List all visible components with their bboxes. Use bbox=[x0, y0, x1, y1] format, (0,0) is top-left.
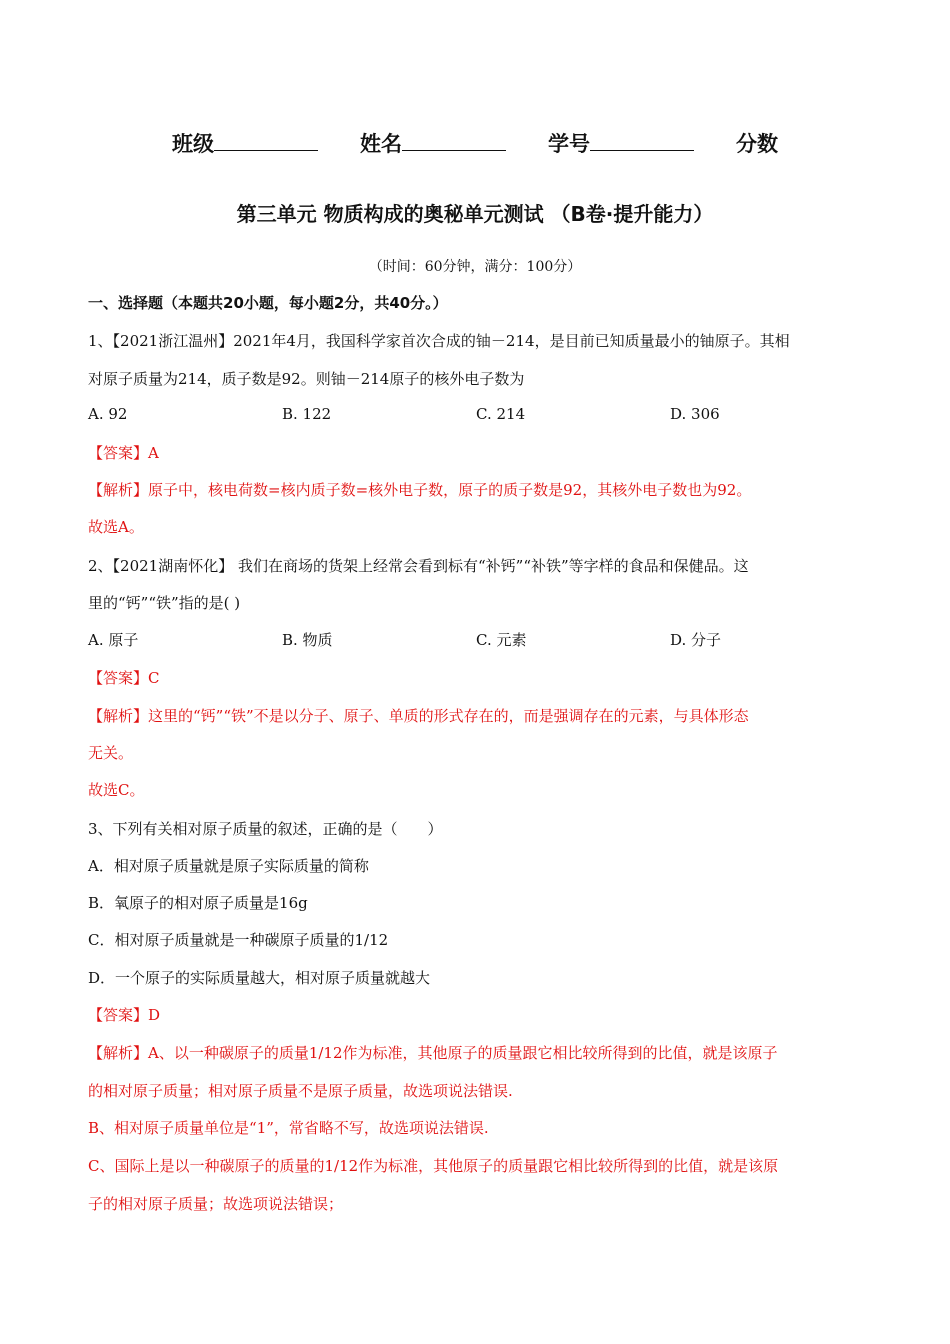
q2-option-a: A. 原子 bbox=[88, 631, 139, 649]
q3-option-c: C．相对原子质量就是一种碳原子质量的1/12 bbox=[88, 931, 389, 949]
q2-stem-line2: 里的“钙”“铁”指的是( ) bbox=[88, 594, 241, 612]
q2-option-d: D. 分子 bbox=[670, 631, 722, 649]
id-field bbox=[548, 128, 694, 158]
q1-choice: 故选A。 bbox=[88, 518, 144, 536]
q3-analysis-line2: 的相对原子质量；相对原子质量不是原子质量，故选项说法错误. bbox=[88, 1082, 513, 1100]
q2-answer: 【答案】C bbox=[88, 669, 160, 687]
q3-analysis-line1: 【解析】A、以一种碳原子的质量1/12作为标准，其他原子的质量跟它相比较所得到的比值，就是该原子 bbox=[88, 1044, 778, 1062]
score-field bbox=[736, 128, 778, 158]
class-label: 班级 bbox=[172, 132, 214, 156]
q3-option-a: A．相对原子质量就是原子实际质量的简称 bbox=[88, 857, 369, 875]
student-info-row bbox=[0, 128, 950, 158]
q3-analysis-line4: C、国际上是以一种碳原子的质量的1/12作为标准，其他原子的质量跟它相比较所得到的比值，就是该原 bbox=[88, 1157, 779, 1175]
name-blank bbox=[402, 132, 506, 151]
q2-option-b: B. 物质 bbox=[282, 631, 333, 649]
q3-stem: 3、下列有关相对原子质量的叙述，正确的是（ ） bbox=[88, 820, 443, 838]
q3-answer: 【答案】D bbox=[88, 1006, 161, 1024]
id-blank bbox=[590, 132, 694, 151]
exam-info: （时间：60分钟，满分：100分） bbox=[368, 259, 582, 275]
q1-analysis: 【解析】原子中，核电荷数=核内质子数=核外电子数，原子的质子数是92，其核外电子数也为92。 bbox=[88, 481, 752, 499]
q3-analysis-line3: B、相对原子质量单位是“1”，常省略不写，故选项说法错误. bbox=[88, 1119, 489, 1137]
score-label: 分数 bbox=[736, 132, 778, 156]
q1-option-d: D. 306 bbox=[670, 405, 720, 423]
q3-analysis-line5: 子的相对原子质量；故选项说法错误； bbox=[88, 1195, 344, 1213]
section-heading: 一、选择题（本题共20小题，每小题2分，共40分。） bbox=[88, 294, 448, 312]
q1-option-b: B. 122 bbox=[282, 405, 332, 423]
q1-answer: 【答案】A bbox=[88, 444, 159, 462]
q1-stem-line2: 对原子质量为214，质子数是92。则铀－214原子的核外电子数为 bbox=[88, 370, 525, 388]
name-field bbox=[360, 128, 506, 158]
q2-choice: 故选C。 bbox=[88, 781, 145, 799]
q1-stem-line1: 1、【2021浙江温州】2021年4月，我国科学家首次合成的铀－214，是目前已知质量最小的铀原子。其相 bbox=[88, 332, 790, 350]
q3-option-d: D．一个原子的实际质量越大，相对原子质量就越大 bbox=[88, 969, 431, 987]
class-blank bbox=[214, 132, 318, 151]
name-label: 姓名 bbox=[360, 132, 402, 156]
q2-option-c: C. 元素 bbox=[476, 631, 527, 649]
q2-stem-line1: 2、【2021湖南怀化】 我们在商场的货架上经常会看到标有“补钙”“补铁”等字样的食品和保健品。这 bbox=[88, 557, 749, 575]
q2-analysis-line2: 无关。 bbox=[88, 744, 134, 762]
class-field bbox=[172, 128, 318, 158]
page-title: 第三单元 物质构成的奥秘单元测试 （B卷·提升能力） bbox=[236, 202, 714, 226]
id-label: 学号 bbox=[548, 132, 590, 156]
q1-option-a: A. 92 bbox=[88, 405, 128, 423]
q1-option-c: C. 214 bbox=[476, 405, 526, 423]
q3-option-b: B．氧原子的相对原子质量是16g bbox=[88, 894, 308, 912]
q2-analysis-line1: 【解析】这里的“钙”“铁”不是以分子、原子、单质的形式存在的，而是强调存在的元素，与具体形态 bbox=[88, 707, 749, 725]
